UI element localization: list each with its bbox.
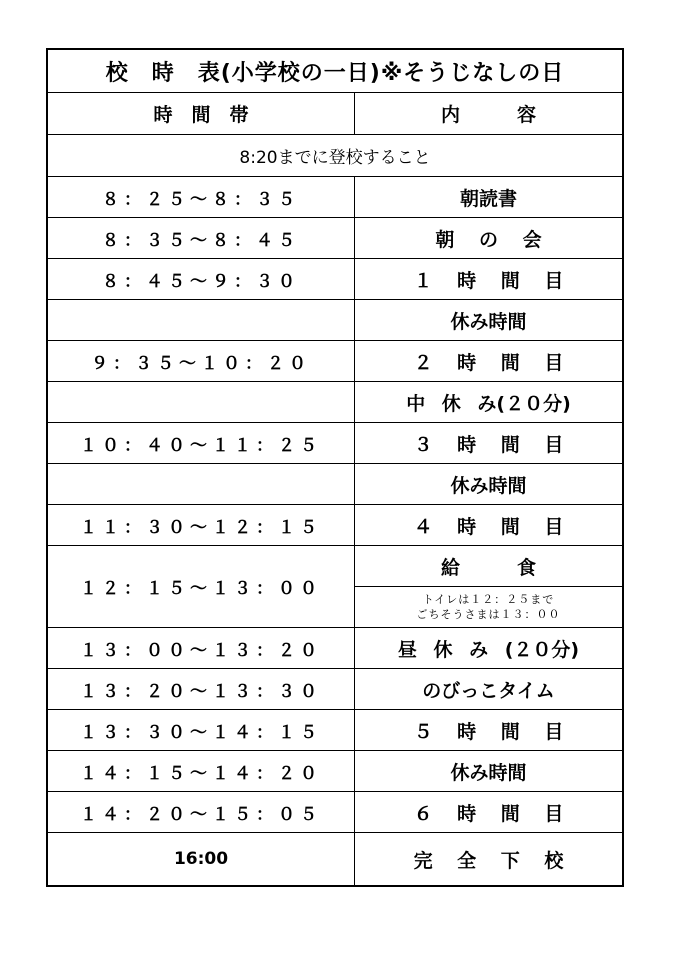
content-cell: 朝読書: [355, 177, 623, 218]
time-cell: [48, 300, 355, 341]
time-cell: ８：３５～８：４５: [48, 218, 355, 259]
time-cell: １３：００～１３：２０: [48, 628, 355, 669]
table-row: [48, 341, 623, 382]
content-cell: ３ 時 間 目: [355, 423, 623, 464]
lunch-row: [48, 546, 623, 587]
lunch-note-finish: ごちそうさまは１３：００: [416, 608, 561, 621]
content-cell: ４ 時 間 目: [355, 505, 623, 546]
arrival-note: 8:20までに登校すること: [48, 135, 623, 177]
table-row: [48, 751, 623, 792]
lunch-content-cell: 給 食: [355, 546, 623, 587]
table-row: [48, 505, 623, 546]
time-cell: １４：１５～１４：２０: [48, 751, 355, 792]
table-row: [48, 792, 623, 833]
time-cell: １４：２０～１５：０５: [48, 792, 355, 833]
schedule-title: 校 時 表(小学校の一日)※そうじなしの日: [48, 50, 623, 93]
dismissal-time-cell: 16:00: [48, 833, 355, 886]
content-cell: 朝 の 会: [355, 218, 623, 259]
title-row: [48, 50, 623, 93]
table-row: [48, 259, 623, 300]
content-column-header: 内 容: [355, 93, 623, 135]
table-row: [48, 218, 623, 259]
time-cell: ８：４５～９：３０: [48, 259, 355, 300]
content-cell: 休み時間: [355, 464, 623, 505]
time-cell: １０：４０～１１：２５: [48, 423, 355, 464]
lunch-note-toilet: トイレは１２：２５まで: [422, 593, 555, 606]
dismissal-content-cell: 完 全 下 校: [355, 833, 623, 886]
table-row: [48, 423, 623, 464]
time-cell: １３：２０～１３：３０: [48, 669, 355, 710]
time-cell: [48, 464, 355, 505]
lunch-note-cell: [355, 587, 623, 628]
content-cell: ２ 時 間 目: [355, 341, 623, 382]
content-cell: ５ 時 間 目: [355, 710, 623, 751]
lunch-time-cell: １２：１５～１３：００: [48, 546, 355, 628]
content-cell: 休み時間: [355, 751, 623, 792]
header-row: [48, 93, 623, 135]
arrival-row: [48, 135, 623, 177]
time-cell: １３：３０～１４：１５: [48, 710, 355, 751]
content-cell: ６ 時 間 目: [355, 792, 623, 833]
schedule-table: [47, 49, 623, 886]
table-row: [48, 300, 623, 341]
table-row: [48, 382, 623, 423]
time-cell: ９：３５～１０：２０: [48, 341, 355, 382]
table-row: [48, 669, 623, 710]
schedule-sheet: [46, 48, 624, 887]
table-row: [48, 628, 623, 669]
table-row: [48, 464, 623, 505]
dismissal-row: [48, 833, 623, 886]
time-column-header: 時 間 帯: [48, 93, 355, 135]
table-row: [48, 710, 623, 751]
content-cell: １ 時 間 目: [355, 259, 623, 300]
content-cell: 中 休 み(２０分): [355, 382, 623, 423]
time-cell: ８：２５～８：３５: [48, 177, 355, 218]
content-cell: 休み時間: [355, 300, 623, 341]
time-cell: １１：３０～１２：１５: [48, 505, 355, 546]
content-cell: のびっこタイム: [355, 669, 623, 710]
table-row: [48, 177, 623, 218]
content-cell: 昼 休 み (２０分): [355, 628, 623, 669]
time-cell: [48, 382, 355, 423]
